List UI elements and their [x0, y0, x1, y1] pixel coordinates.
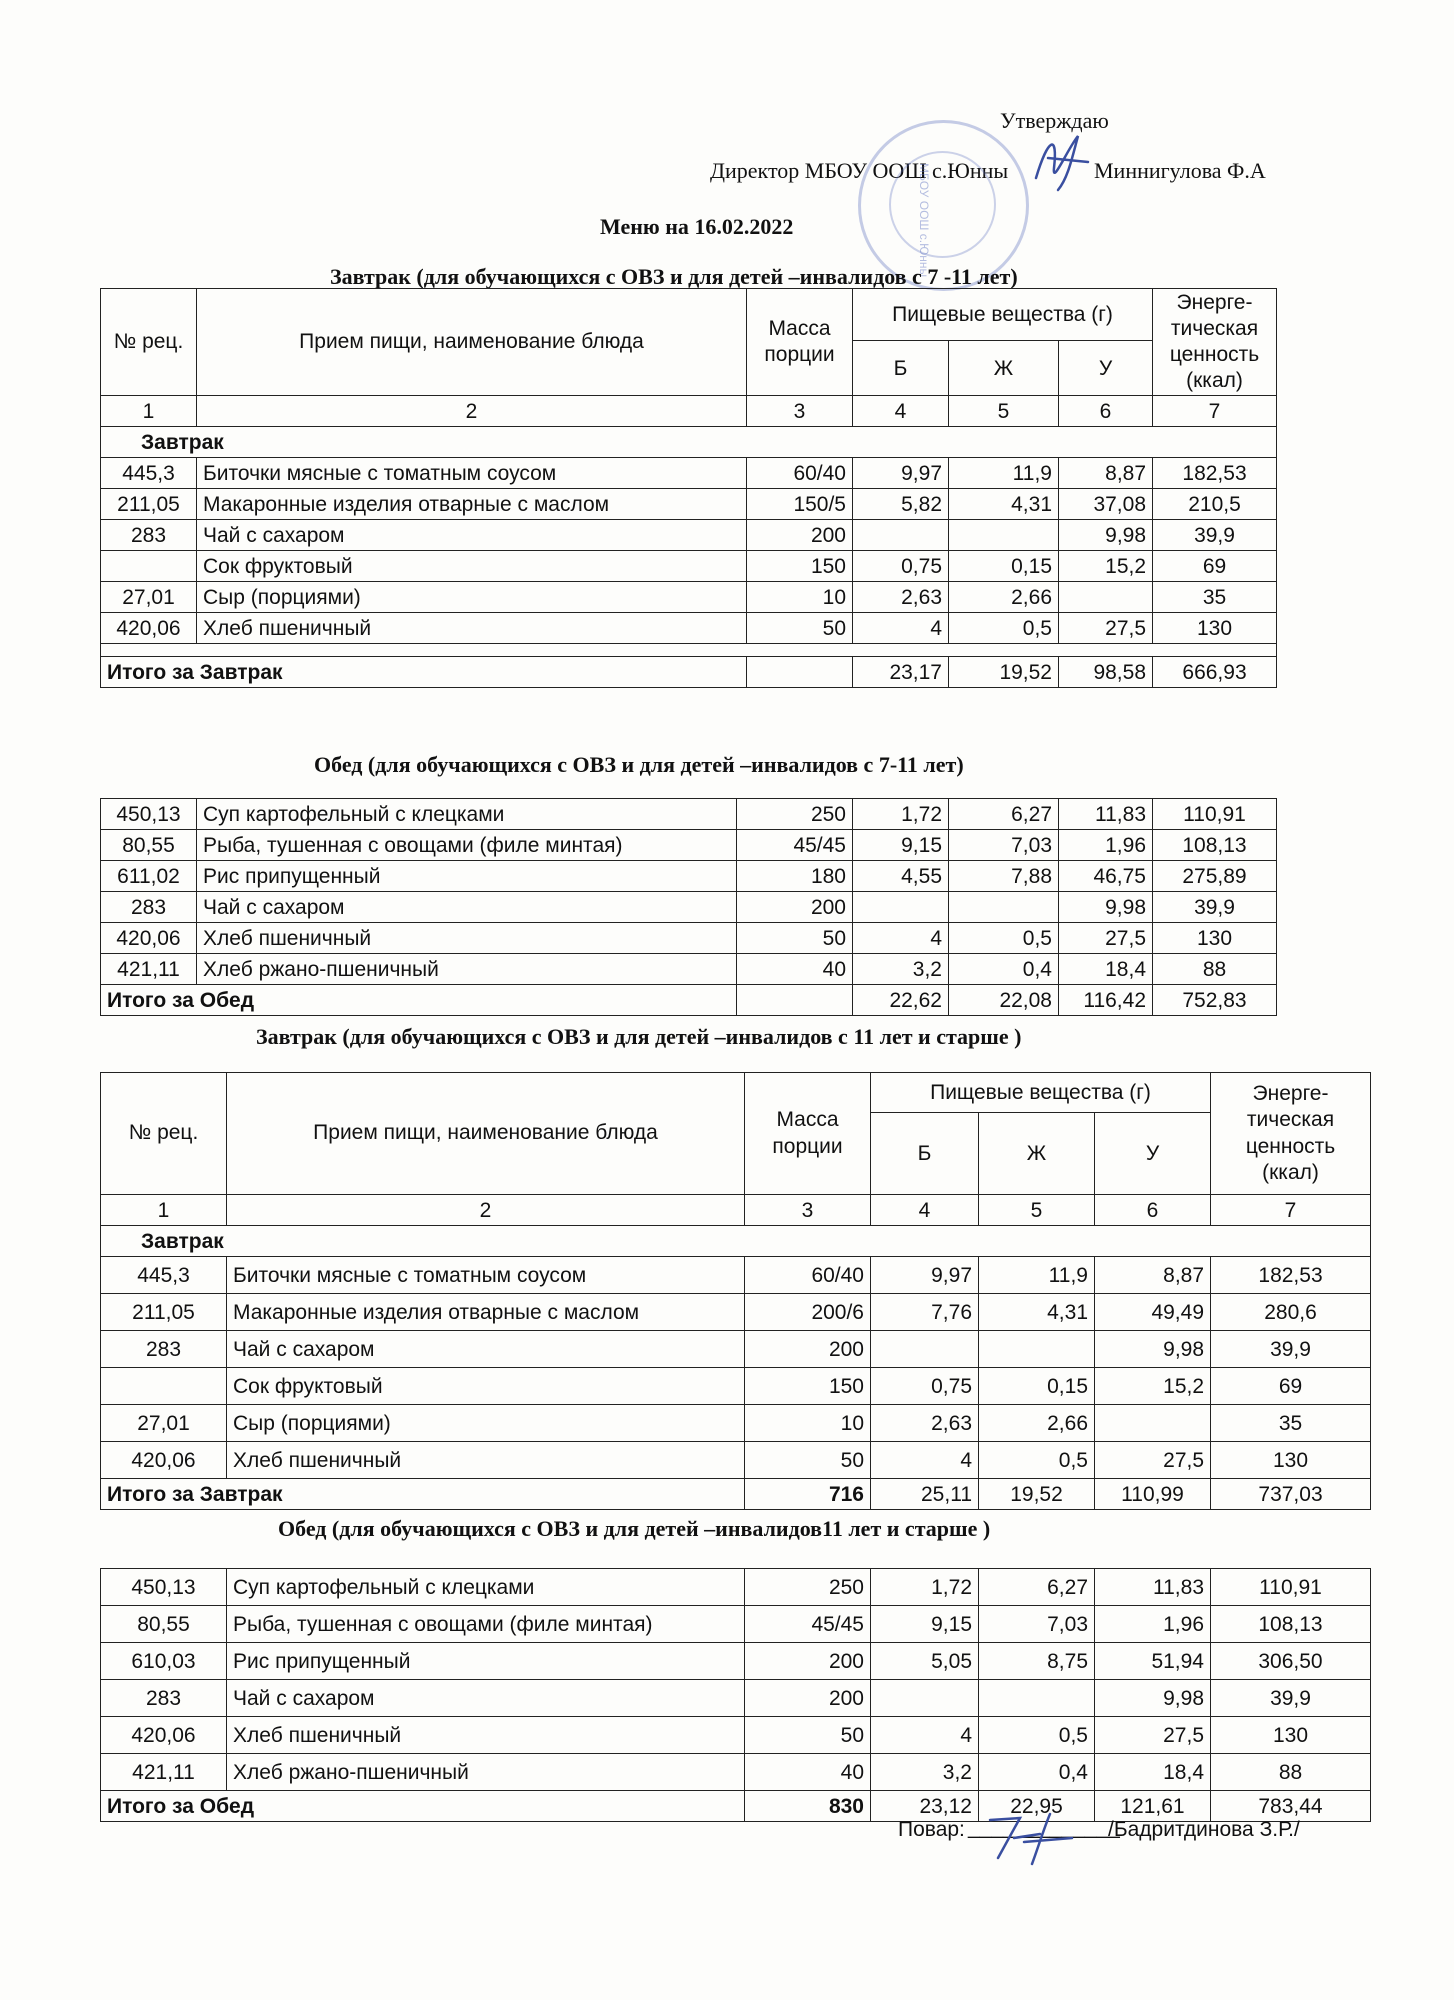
- portion-mass: 50: [745, 1717, 871, 1754]
- protein-value: 4: [871, 1717, 979, 1754]
- energy-value: 108,13: [1153, 830, 1277, 861]
- recipe-number: 420,06: [101, 923, 197, 954]
- director-signature: [1028, 128, 1098, 198]
- table-row: [101, 1294, 1371, 1331]
- table-row: [101, 520, 1277, 551]
- energy-value: 108,13: [1211, 1606, 1371, 1643]
- protein-value: 9,97: [871, 1257, 979, 1294]
- fat-value: 0,5: [979, 1442, 1095, 1479]
- recipe-number: 283: [101, 1331, 227, 1368]
- table-row: [101, 613, 1277, 644]
- recipe-number: 80,55: [101, 1606, 227, 1643]
- recipe-number: 445,3: [101, 1257, 227, 1294]
- portion-mass: 45/45: [737, 830, 853, 861]
- portion-mass: 45/45: [745, 1606, 871, 1643]
- breakfast-table-7-11: [100, 288, 1277, 688]
- table-row: [101, 1257, 1371, 1294]
- portion-mass: 150: [747, 551, 853, 582]
- col-b-header: Б: [871, 1113, 979, 1195]
- dish-name: Хлеб пшеничный: [227, 1717, 745, 1754]
- carbs-value: [1059, 582, 1153, 613]
- energy-value: 306,50: [1211, 1643, 1371, 1680]
- portion-mass: 50: [747, 613, 853, 644]
- protein-value: [871, 1680, 979, 1717]
- fat-value: 2,66: [949, 582, 1059, 613]
- section4-rows: [101, 1569, 1371, 1791]
- cook-label: Повар:: [898, 1818, 965, 1841]
- lunch-table-7-11: [100, 798, 1277, 1016]
- meal-label: Завтрак: [101, 1226, 1371, 1257]
- protein-value: [871, 1331, 979, 1368]
- energy-value: 110,91: [1211, 1569, 1371, 1606]
- table-row: [101, 892, 1277, 923]
- col-nutrients-header: Пищевые вещества (г): [853, 289, 1153, 341]
- fat-value: 2,66: [979, 1405, 1095, 1442]
- carbs-value: 11,83: [1095, 1569, 1211, 1606]
- dish-name: Чай с сахаром: [227, 1331, 745, 1368]
- portion-mass: 10: [745, 1405, 871, 1442]
- protein-value: 3,2: [853, 954, 949, 985]
- portion-mass: 200: [747, 520, 853, 551]
- portion-mass: 10: [747, 582, 853, 613]
- protein-value: 9,97: [853, 458, 949, 489]
- dish-name: Рис припущенный: [197, 861, 737, 892]
- col-name-header: Прием пищи, наименование блюда: [227, 1073, 745, 1195]
- fat-value: 0,15: [949, 551, 1059, 582]
- table-row: [101, 1569, 1371, 1606]
- recipe-number: 211,05: [101, 1294, 227, 1331]
- energy-value: 88: [1153, 954, 1277, 985]
- fat-value: 6,27: [979, 1569, 1095, 1606]
- col-mass-header: Масса порции: [745, 1073, 871, 1195]
- recipe-number: 283: [101, 520, 197, 551]
- col-energy-header: Энерге-тическая ценность (ккал): [1153, 289, 1277, 396]
- breakfast-table-11-plus: [100, 1072, 1371, 1510]
- fat-value: 4,31: [979, 1294, 1095, 1331]
- col-b-header: Б: [853, 341, 949, 396]
- table-row: [101, 1643, 1371, 1680]
- energy-value: 69: [1211, 1368, 1371, 1405]
- table-row: [101, 830, 1277, 861]
- col-mass-header: Масса порции: [747, 289, 853, 396]
- protein-value: 1,72: [871, 1569, 979, 1606]
- section1-caption: Завтрак (для обучающихся с ОВЗ и для детей –инвалидов с 7 -11 лет): [330, 264, 1018, 289]
- protein-value: 1,72: [853, 799, 949, 830]
- fat-value: 0,15: [979, 1368, 1095, 1405]
- carbs-value: 27,5: [1095, 1717, 1211, 1754]
- table-row: [101, 1331, 1371, 1368]
- recipe-number: [101, 1368, 227, 1405]
- portion-mass: 200: [745, 1643, 871, 1680]
- table-row: [101, 1368, 1371, 1405]
- energy-value: 35: [1153, 582, 1277, 613]
- portion-mass: 60/40: [745, 1257, 871, 1294]
- section3-caption: Завтрак (для обучающихся с ОВЗ и для детей –инвалидов с 11 лет и старше ): [256, 1024, 1022, 1049]
- dish-name: Биточки мясные с томатным соусом: [227, 1257, 745, 1294]
- portion-mass: 150: [745, 1368, 871, 1405]
- portion-mass: 200: [745, 1331, 871, 1368]
- carbs-value: 46,75: [1059, 861, 1153, 892]
- table-row: [101, 1442, 1371, 1479]
- total-row: Итого за Обед 830 23,12 22,95 121,61 783,44: [101, 1791, 1371, 1822]
- portion-mass: 200: [737, 892, 853, 923]
- fat-value: 0,5: [949, 613, 1059, 644]
- index-row: 1 2 3 4 5 6 7: [101, 1195, 1371, 1226]
- table-row: [101, 954, 1277, 985]
- carbs-value: 8,87: [1095, 1257, 1211, 1294]
- fat-value: 7,88: [949, 861, 1059, 892]
- recipe-number: 211,05: [101, 489, 197, 520]
- recipe-number: 80,55: [101, 830, 197, 861]
- energy-value: 130: [1211, 1442, 1371, 1479]
- carbs-value: 9,98: [1059, 892, 1153, 923]
- protein-value: 0,75: [853, 551, 949, 582]
- energy-value: 88: [1211, 1754, 1371, 1791]
- section4-caption: Обед (для обучающихся с ОВЗ и для детей –инвалидов11 лет и старше ): [278, 1516, 991, 1541]
- col-num-header: № рец.: [101, 289, 197, 396]
- carbs-value: 51,94: [1095, 1643, 1211, 1680]
- carbs-value: 9,98: [1095, 1331, 1211, 1368]
- protein-value: 2,63: [853, 582, 949, 613]
- portion-mass: 180: [737, 861, 853, 892]
- dish-name: Сок фруктовый: [197, 551, 747, 582]
- protein-value: [853, 892, 949, 923]
- dish-name: Хлеб ржано-пшеничный: [227, 1754, 745, 1791]
- table-row: [101, 1405, 1371, 1442]
- energy-value: 39,9: [1153, 520, 1277, 551]
- dish-name: Суп картофельный с клецками: [227, 1569, 745, 1606]
- recipe-number: 421,11: [101, 954, 197, 985]
- protein-value: 9,15: [853, 830, 949, 861]
- fat-value: [979, 1331, 1095, 1368]
- col-nutrients-header: Пищевые вещества (г): [871, 1073, 1211, 1113]
- dish-name: Суп картофельный с клецками: [197, 799, 737, 830]
- energy-value: 182,53: [1211, 1257, 1371, 1294]
- protein-value: 5,82: [853, 489, 949, 520]
- protein-value: 4: [853, 613, 949, 644]
- section2-caption: Обед (для обучающихся с ОВЗ и для детей –инвалидов с 7-11 лет): [314, 752, 964, 777]
- portion-mass: 250: [745, 1569, 871, 1606]
- table-row: [101, 458, 1277, 489]
- energy-value: 130: [1153, 613, 1277, 644]
- dish-name: Хлеб пшеничный: [197, 613, 747, 644]
- energy-value: 39,9: [1211, 1680, 1371, 1717]
- portion-mass: 60/40: [747, 458, 853, 489]
- protein-value: 5,05: [871, 1643, 979, 1680]
- stamp-text: МБОУ ООШ с.Юнны: [917, 163, 931, 278]
- energy-value: 210,5: [1153, 489, 1277, 520]
- fat-value: 7,03: [979, 1606, 1095, 1643]
- recipe-number: 420,06: [101, 613, 197, 644]
- energy-value: 182,53: [1153, 458, 1277, 489]
- fat-value: 11,9: [979, 1257, 1095, 1294]
- table-row: [101, 1606, 1371, 1643]
- recipe-number: 283: [101, 1680, 227, 1717]
- protein-value: 4: [853, 923, 949, 954]
- energy-value: 69: [1153, 551, 1277, 582]
- dish-name: Рыба, тушенная с овощами (филе минтая): [227, 1606, 745, 1643]
- dish-name: Макаронные изделия отварные с маслом: [197, 489, 747, 520]
- protein-value: 7,76: [871, 1294, 979, 1331]
- col-zh-header: Ж: [949, 341, 1059, 396]
- recipe-number: 420,06: [101, 1442, 227, 1479]
- table-row: [101, 861, 1277, 892]
- dish-name: Чай с сахаром: [227, 1680, 745, 1717]
- cook-signature: [980, 1808, 1090, 1868]
- portion-mass: 150/5: [747, 489, 853, 520]
- portion-mass: 40: [737, 954, 853, 985]
- energy-value: 110,91: [1153, 799, 1277, 830]
- section1-rows: [101, 458, 1277, 644]
- protein-value: 0,75: [871, 1368, 979, 1405]
- dish-name: Чай с сахаром: [197, 520, 747, 551]
- dish-name: Рыба, тушенная с овощами (филе минтая): [197, 830, 737, 861]
- dish-name: Хлеб пшеничный: [197, 923, 737, 954]
- cook-signature-line: _____________: [968, 1816, 1120, 1839]
- dish-name: Биточки мясные с томатным соусом: [197, 458, 747, 489]
- fat-value: 0,5: [949, 923, 1059, 954]
- total-row: Итого за Обед 22,62 22,08 116,42 752,83: [101, 985, 1277, 1016]
- carbs-value: 9,98: [1059, 520, 1153, 551]
- recipe-number: 421,11: [101, 1754, 227, 1791]
- menu-title: Меню на 16.02.2022: [600, 214, 794, 239]
- recipe-number: [101, 551, 197, 582]
- recipe-number: 611,02: [101, 861, 197, 892]
- fat-value: 7,03: [949, 830, 1059, 861]
- protein-value: 2,63: [871, 1405, 979, 1442]
- table-row: [101, 1754, 1371, 1791]
- carbs-value: 27,5: [1059, 923, 1153, 954]
- table-row: [101, 799, 1277, 830]
- fat-value: 8,75: [979, 1643, 1095, 1680]
- portion-mass: 250: [737, 799, 853, 830]
- protein-value: 9,15: [871, 1606, 979, 1643]
- fat-value: 0,4: [979, 1754, 1095, 1791]
- carbs-value: 11,83: [1059, 799, 1153, 830]
- carbs-value: 49,49: [1095, 1294, 1211, 1331]
- table-row: [101, 582, 1277, 613]
- recipe-number: 450,13: [101, 799, 197, 830]
- dish-name: Хлеб ржано-пшеничный: [197, 954, 737, 985]
- recipe-number: 420,06: [101, 1717, 227, 1754]
- section3-rows: [101, 1257, 1371, 1479]
- dish-name: Чай с сахаром: [197, 892, 737, 923]
- recipe-number: 27,01: [101, 1405, 227, 1442]
- fat-value: 0,4: [949, 954, 1059, 985]
- col-name-header: Прием пищи, наименование блюда: [197, 289, 747, 396]
- table-row: [101, 551, 1277, 582]
- table-row: [101, 1717, 1371, 1754]
- fat-value: [949, 520, 1059, 551]
- recipe-number: 610,03: [101, 1643, 227, 1680]
- fat-value: 4,31: [949, 489, 1059, 520]
- total-row: Итого за Завтрак 716 25,11 19,52 110,99 737,03: [101, 1479, 1371, 1510]
- protein-value: [853, 520, 949, 551]
- energy-value: 130: [1211, 1717, 1371, 1754]
- col-u-header: У: [1059, 341, 1153, 396]
- section2-rows: [101, 799, 1277, 985]
- portion-mass: 200/6: [745, 1294, 871, 1331]
- fat-value: [949, 892, 1059, 923]
- index-row: 1 2 3 4 5 6 7: [101, 396, 1277, 427]
- portion-mass: 50: [737, 923, 853, 954]
- approve-label: Утверждаю: [1000, 108, 1109, 133]
- carbs-value: 15,2: [1059, 551, 1153, 582]
- portion-mass: 50: [745, 1442, 871, 1479]
- dish-name: Сыр (порциями): [197, 582, 747, 613]
- dish-name: Рис припущенный: [227, 1643, 745, 1680]
- col-zh-header: Ж: [979, 1113, 1095, 1195]
- dish-name: Сыр (порциями): [227, 1405, 745, 1442]
- protein-value: 4: [871, 1442, 979, 1479]
- carbs-value: 1,96: [1095, 1606, 1211, 1643]
- meal-label: Завтрак: [101, 427, 1277, 458]
- carbs-value: 18,4: [1059, 954, 1153, 985]
- col-energy-header: Энерге-тическая ценность (ккал): [1211, 1073, 1371, 1195]
- energy-value: 280,6: [1211, 1294, 1371, 1331]
- recipe-number: 283: [101, 892, 197, 923]
- col-u-header: У: [1095, 1113, 1211, 1195]
- fat-value: 11,9: [949, 458, 1059, 489]
- energy-value: 35: [1211, 1405, 1371, 1442]
- carbs-value: 15,2: [1095, 1368, 1211, 1405]
- carbs-value: 27,5: [1059, 613, 1153, 644]
- dish-name: Хлеб пшеничный: [227, 1442, 745, 1479]
- director-name: Миннигулова Ф.А: [1094, 158, 1266, 183]
- carbs-value: 9,98: [1095, 1680, 1211, 1717]
- fat-value: [979, 1680, 1095, 1717]
- total-row: Итого за Завтрак 23,17 19,52 98,58 666,93: [101, 657, 1277, 688]
- director-title: Директор МБОУ ООШ с.Юнны: [710, 158, 1009, 183]
- carbs-value: 18,4: [1095, 1754, 1211, 1791]
- carbs-value: 1,96: [1059, 830, 1153, 861]
- table-row: [101, 489, 1277, 520]
- carbs-value: 8,87: [1059, 458, 1153, 489]
- energy-value: 130: [1153, 923, 1277, 954]
- recipe-number: 445,3: [101, 458, 197, 489]
- fat-value: 0,5: [979, 1717, 1095, 1754]
- table-row: [101, 1680, 1371, 1717]
- dish-name: Макаронные изделия отварные с маслом: [227, 1294, 745, 1331]
- table-row: [101, 923, 1277, 954]
- energy-value: 39,9: [1211, 1331, 1371, 1368]
- portion-mass: 200: [745, 1680, 871, 1717]
- carbs-value: 27,5: [1095, 1442, 1211, 1479]
- recipe-number: 27,01: [101, 582, 197, 613]
- recipe-number: 450,13: [101, 1569, 227, 1606]
- protein-value: 4,55: [853, 861, 949, 892]
- portion-mass: 40: [745, 1754, 871, 1791]
- fat-value: 6,27: [949, 799, 1059, 830]
- col-num-header: № рец.: [101, 1073, 227, 1195]
- lunch-table-11-plus: [100, 1568, 1371, 1822]
- energy-value: 39,9: [1153, 892, 1277, 923]
- dish-name: Сок фруктовый: [227, 1368, 745, 1405]
- cook-name: /Бадритдинова З.Р./: [1108, 1818, 1300, 1841]
- carbs-value: [1095, 1405, 1211, 1442]
- protein-value: 3,2: [871, 1754, 979, 1791]
- energy-value: 275,89: [1153, 861, 1277, 892]
- carbs-value: 37,08: [1059, 489, 1153, 520]
